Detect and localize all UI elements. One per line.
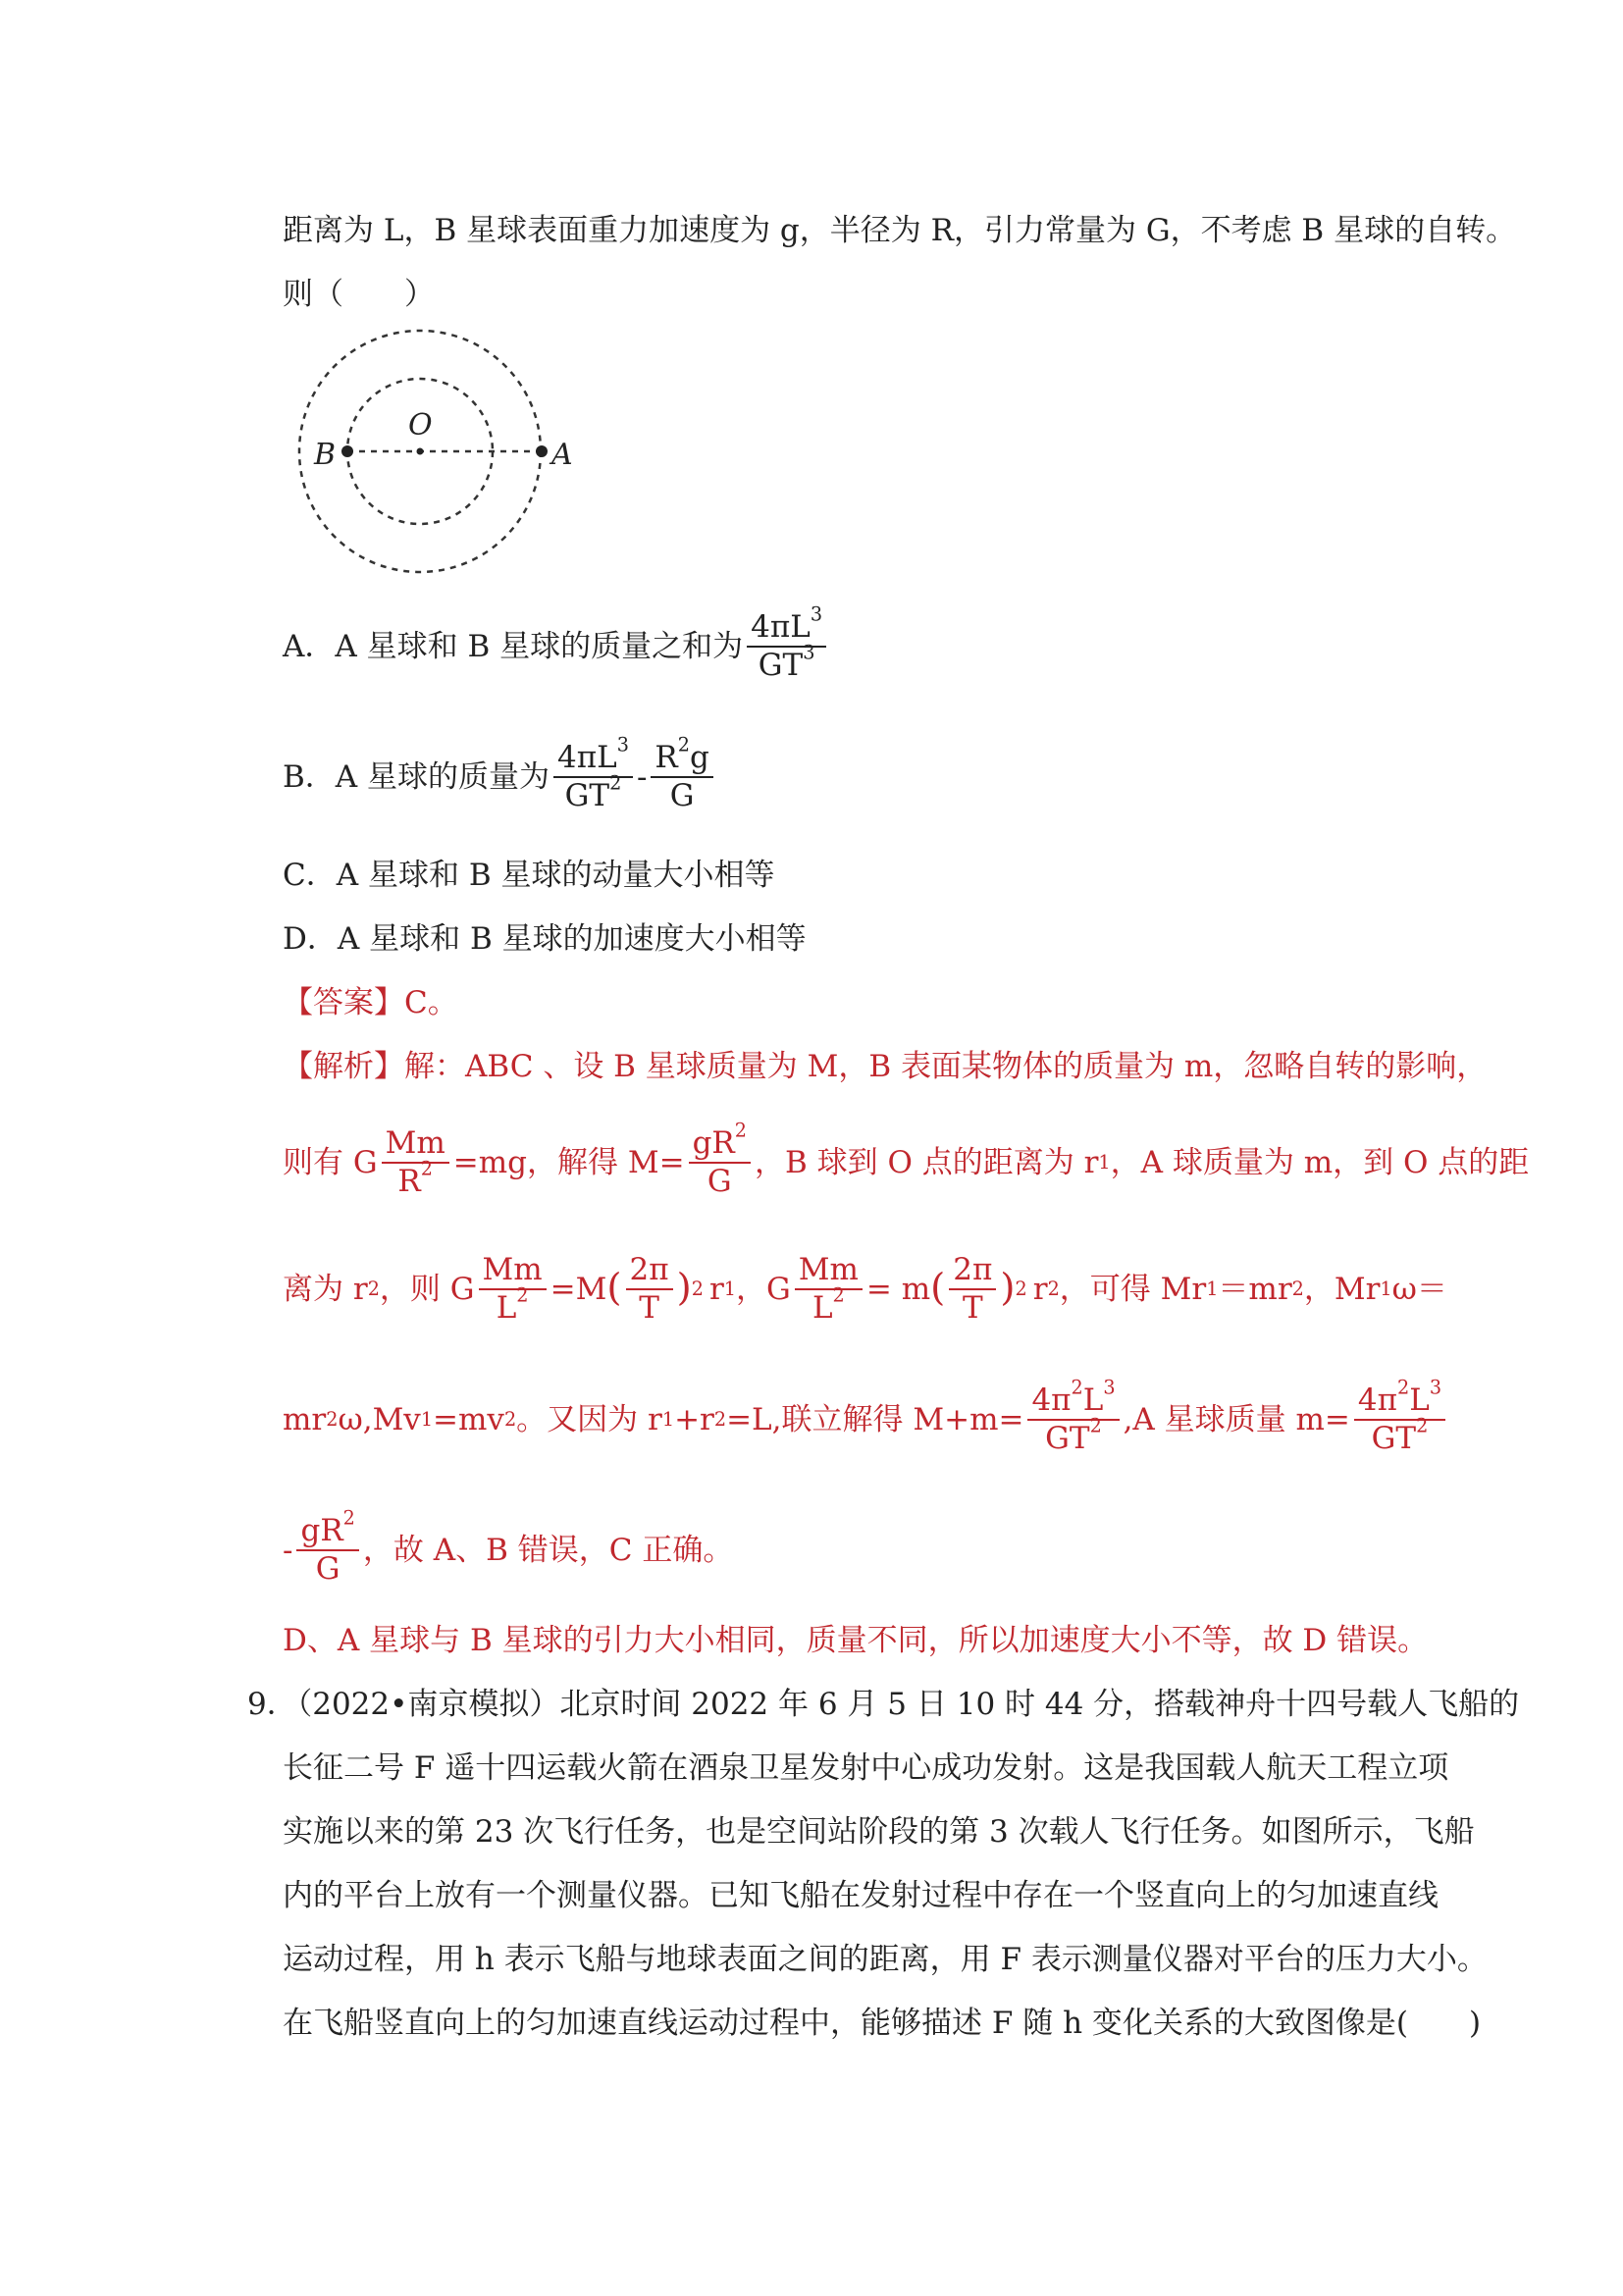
fraction-gr2-g [296, 1506, 358, 1587]
q8-stem-line: 则（ ） [283, 277, 435, 312]
q9-line-3: 实施以来的第 23 次飞行任务，也是空间站阶段的第 3 次载人飞行任务。如图所示，飞船 [283, 1814, 1475, 1850]
text-segment: =mv [433, 1401, 504, 1437]
fraction-gr2-g [689, 1119, 751, 1199]
text-segment: ,A 星球质量 m= [1123, 1401, 1350, 1437]
frac-num: gR [300, 1512, 343, 1548]
frac-num: 4πL [557, 739, 617, 775]
frac-num: 4πL [751, 608, 811, 645]
text-segment: ，G [736, 1271, 791, 1307]
text-segment: ，A 球质量为 m，到 O 点的距 [1110, 1144, 1530, 1180]
label-b: B [314, 438, 337, 472]
fraction-2pi-t [949, 1251, 996, 1326]
answer-line: 【答案】C。 [283, 985, 458, 1020]
frac-sup: 2 [1397, 1376, 1410, 1399]
text-segment: ω,Mv [338, 1401, 421, 1437]
frac-num: 4π [1031, 1382, 1072, 1418]
text-segment: = m [865, 1271, 931, 1307]
frac-sup: 2 [609, 771, 622, 795]
frac-sup: 3 [810, 602, 823, 626]
frac-sup: 2 [677, 733, 690, 757]
frac-sup: 2 [1416, 1414, 1429, 1437]
frac-num: R [654, 739, 678, 775]
text-segment: =M [550, 1271, 607, 1307]
frac-num: 4π [1357, 1382, 1398, 1418]
analysis-line-5 [283, 1499, 733, 1597]
text-segment: r [708, 1271, 724, 1307]
text-segment: ，可得 Mr [1059, 1271, 1207, 1307]
text-segment: ，B 球到 O 点的距离为 r [754, 1144, 1099, 1180]
frac-num-tail: g [689, 739, 709, 775]
label-o: O [408, 408, 433, 443]
frac-den: GT [564, 777, 610, 813]
option-b-fraction-1 [553, 733, 633, 813]
frac-den: L [496, 1289, 517, 1326]
text-segment: ＝mr [1218, 1271, 1292, 1307]
option-b [283, 731, 717, 819]
frac-sup: 2 [1089, 1414, 1102, 1437]
option-b-text: B．A 星球的质量为 [283, 758, 550, 795]
frac-den: R [397, 1163, 421, 1199]
text-segment: ，Mr [1303, 1271, 1381, 1307]
frac-sup: 2 [832, 1283, 845, 1307]
minus-sign: - [636, 758, 648, 795]
frac-sup: 3 [1103, 1376, 1116, 1399]
text-segment: =L,联立解得 M+m= [726, 1401, 1024, 1437]
frac-sup: 3 [616, 733, 629, 757]
star-b [341, 445, 353, 457]
q9-line-4: 内的平台上放有一个测量仪器。已知飞船在发射过程中存在一个竖直向上的匀加速直线 [283, 1878, 1439, 1913]
frac-sup: 2 [734, 1119, 747, 1142]
frac-den: G [707, 1163, 732, 1199]
frac-den: GT [1371, 1420, 1417, 1456]
frac-num: Mm [798, 1251, 859, 1287]
text-segment: ω＝ [1391, 1271, 1447, 1307]
text-segment: 。又因为 r [516, 1401, 662, 1437]
option-d: D．A 星球和 B 星球的加速度大小相等 [283, 921, 807, 957]
analysis-line-4: mr 2 ω,Mv 1 =mv 2 。又因为 r 1 +r 2 =L,联立解得 M+m= $\frac{4\pi^2L^3}{GT^2}$ ,A 星球质量 m= $\frac{4\pi^2L^3}{GT^2}$ [283, 1369, 1449, 1467]
text-segment: ，则 G [379, 1271, 475, 1307]
frac-sup: 2 [516, 1283, 529, 1307]
frac-num: Mm [482, 1251, 543, 1287]
frac-den: G [315, 1550, 340, 1587]
frac-sup: 3 [1429, 1376, 1442, 1399]
frac-den: GT [1045, 1420, 1090, 1456]
option-a-fraction [747, 602, 826, 683]
text-segment: 则有 G [283, 1144, 378, 1180]
q9-line-5: 运动过程，用 h 表示飞船与地球表面之间的距离，用 F 表示测量仪器对平台的压力大小。 [283, 1942, 1488, 1977]
text-segment: mr [283, 1401, 327, 1437]
text-segment: +r [674, 1401, 714, 1437]
q9-line-6: 在飞船竖直向上的匀加速直线运动过程中，能够描述 F 随 h 变化关系的大致图像是( ) [283, 2006, 1482, 2041]
text-segment: r [1032, 1271, 1048, 1307]
frac-num: 2π [953, 1251, 993, 1287]
frac-num: 2π [629, 1251, 669, 1287]
fraction-mm-r2 [382, 1124, 449, 1199]
text-segment: 离为 r [283, 1271, 368, 1307]
fraction-mm-l2 [479, 1251, 547, 1326]
option-b-fraction-2 [651, 733, 712, 813]
frac-den: T [962, 1289, 983, 1326]
frac-sup: 2 [420, 1157, 433, 1180]
fraction-4pi2l3-gt2 [1354, 1376, 1445, 1456]
option-a-text: A．A 星球和 B 星球的质量之和为 [283, 628, 744, 664]
minus-sign: - [283, 1532, 293, 1568]
analysis-line-6: D、A 星球与 B 星球的引力大小相同，质量不同，所以加速度大小不等，故 D 错误。 [283, 1623, 1429, 1658]
frac-num: Mm [385, 1124, 445, 1161]
fraction-4pi2l3-gt2 [1027, 1376, 1119, 1456]
option-c: C．A 星球和 B 星球的动量大小相等 [283, 858, 775, 893]
frac-den: T [639, 1289, 659, 1326]
q8-stem-line: 距离为 L，B 星球表面重力加速度为 g，半径为 R，引力常量为 G，不考虑 B 星球的自转。 [283, 213, 1517, 248]
option-a [283, 600, 830, 689]
label-a: A [551, 438, 573, 472]
analysis-line-3: 离为 r 2 ，则 G $\frac{Mm}{L^2}$ =M ( $\frac{2\pi}{T}$ ) 2 r 1 ，G $\frac{Mm}{L^2}$ = m ( $\frac{2\pi}{T}$ ) 2 r 2 ，可得 Mr 1 ＝mr 2 ，Mr 1 ω＝ [283, 1238, 1447, 1336]
text-segment: =mg，解得 M= [452, 1144, 685, 1180]
frac-den: G [669, 777, 695, 813]
q9-line-2: 长征二号 F 遥十四运载火箭在酒泉卫星发射中心成功发射。这是我国载人航天工程立项 [283, 1750, 1449, 1786]
analysis-line-1: 【解析】解：ABC 、设 B 星球质量为 M，B 表面某物体的质量为 m，忽略自转的影响， [283, 1049, 1488, 1084]
frac-num-tail: L [1409, 1382, 1430, 1418]
frac-sup: 2 [342, 1506, 355, 1530]
center-o [417, 448, 424, 455]
binary-star-diagram [285, 319, 579, 584]
text-segment: ，故 A、B 错误，C 正确。 [362, 1532, 734, 1568]
star-a [536, 445, 548, 457]
q9-line-1: 9．（2022•南京模拟）北京时间 2022 年 6 月 5 日 10 时 44 分，搭载神舟十四号载人飞船的 [247, 1687, 1520, 1722]
frac-sup: 3 [803, 641, 815, 664]
frac-num: gR [692, 1124, 735, 1161]
frac-num-tail: L [1082, 1382, 1104, 1418]
frac-sup: 2 [1071, 1376, 1083, 1399]
analysis-line-2: 则有 G $\frac{Mm}{R^2}$ =mg，解得 M= $\frac{gR^2}{G}$ ，B 球到 O 点的距离为 r 1 ，A 球质量为 m，到 O 点的距 [283, 1117, 1529, 1205]
fraction-2pi-t [626, 1251, 673, 1326]
frac-den: L [812, 1289, 833, 1326]
frac-den: GT [758, 647, 804, 683]
fraction-mm-l2 [795, 1251, 863, 1326]
